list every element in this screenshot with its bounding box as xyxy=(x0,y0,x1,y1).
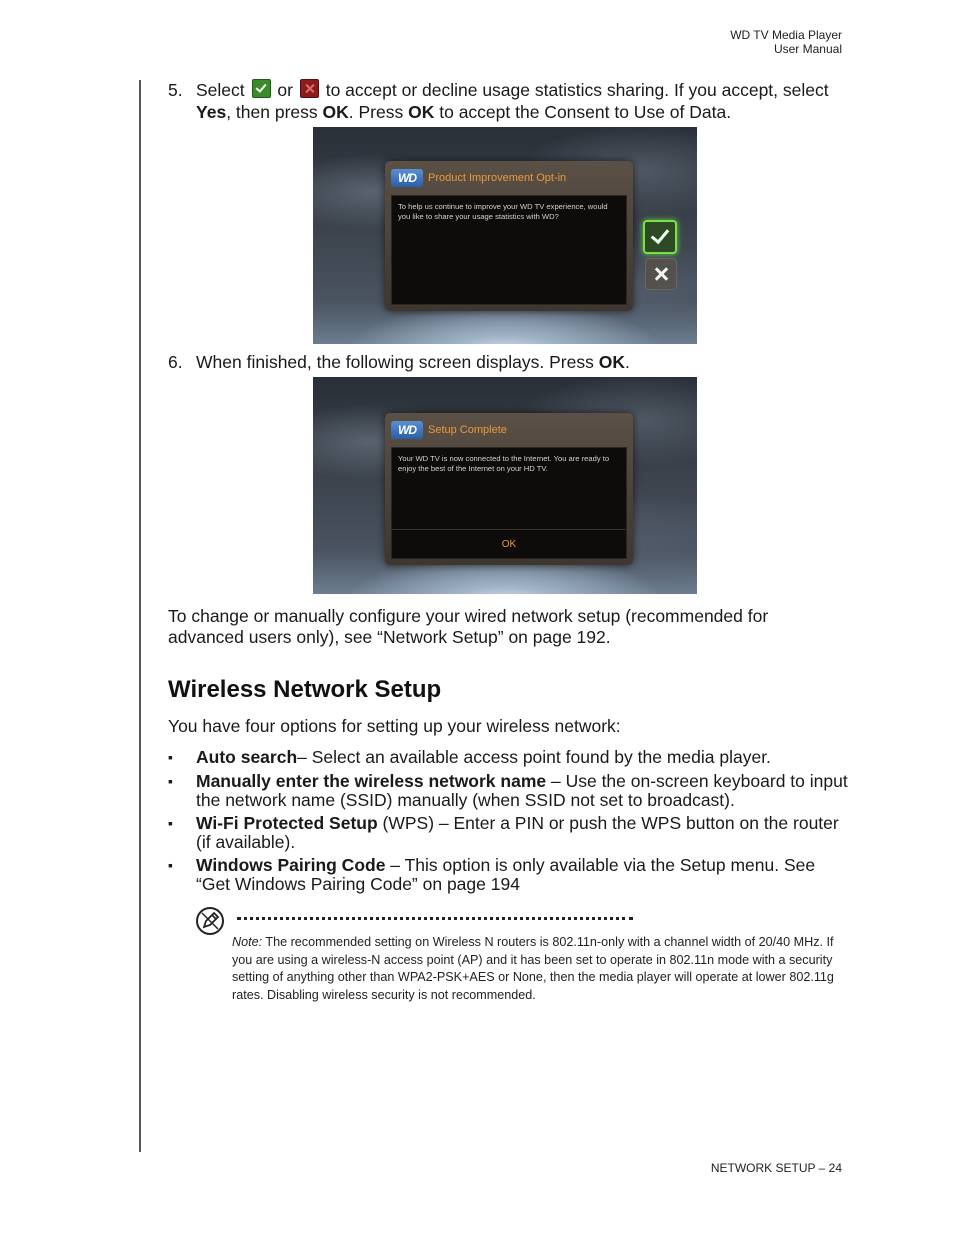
decline-x-icon[interactable] xyxy=(645,258,677,290)
step-text: When finished, the following screen displays. Press OK. xyxy=(196,352,630,372)
step-number: 6. xyxy=(168,352,183,372)
margin-rule xyxy=(139,80,141,1152)
bullet-marker: ▪ xyxy=(168,815,173,831)
note-pencil-icon xyxy=(196,907,224,935)
screenshot-setup-complete xyxy=(313,377,697,594)
accept-check-icon xyxy=(252,79,271,98)
decline-x-icon xyxy=(300,79,319,98)
note-paragraph: Note: The recommended setting on Wireless N routers is 802.11n-only with a channel width of 20/40 MHz. If you are using a wireless-N access point (AP) and it has been set to operate in 802.11n mode with a security setting of anything other than WPA2-PSK+AES or None, then the media player will operate at lower 802.11g rates. Disabling wireless security is not recommended. xyxy=(232,935,834,1002)
opt-in-dialog xyxy=(385,161,633,311)
wired-setup-paragraph: To change or manually configure your wired network setup (recommended for advanced users only), see “Network Setup” on page 192. xyxy=(168,606,769,647)
wd-logo: WD xyxy=(391,421,423,439)
bullet-marker: ▪ xyxy=(168,773,173,789)
ok-button[interactable]: OK xyxy=(501,539,517,550)
setup-complete-dialog xyxy=(385,413,633,565)
running-header xyxy=(730,28,842,56)
dialog-message: Your WD TV is now connected to the Internet. You are ready to enjoy the best of the Internet on your HD TV. xyxy=(398,454,610,473)
dialog-title: Setup Complete xyxy=(428,424,507,436)
screenshot-opt-in xyxy=(313,127,697,344)
dialog-title: Product Improvement Opt-in xyxy=(428,172,567,184)
bullet-marker: ▪ xyxy=(168,749,173,765)
step-number: 5. xyxy=(168,80,183,100)
dialog-body xyxy=(391,447,627,559)
section-heading: Wireless Network Setup xyxy=(168,676,442,703)
bullet-marker: ▪ xyxy=(168,857,173,873)
accept-check-icon[interactable] xyxy=(643,220,677,254)
page-footer: NETWORK SETUP – 24 xyxy=(710,1161,842,1175)
dialog-body xyxy=(391,195,627,305)
dialog-separator xyxy=(392,529,626,530)
wd-logo: WD xyxy=(391,169,423,187)
header-product: WD TV Media Player xyxy=(730,28,842,42)
step-text: Select or to accept or decline usage statistics sharing. If you accept, select Yes, then press OK. Press OK to accept the Consent to Use of Data. xyxy=(196,80,829,122)
note-label: Note: xyxy=(232,935,263,949)
intro-paragraph: You have four options for setting up your wireless network: xyxy=(168,716,621,736)
dialog-message: To help us continue to improve your WD TV experience, would you like to share your usage statistics with WD? xyxy=(398,202,608,221)
header-doc: User Manual xyxy=(773,42,842,56)
note-divider xyxy=(237,917,633,920)
